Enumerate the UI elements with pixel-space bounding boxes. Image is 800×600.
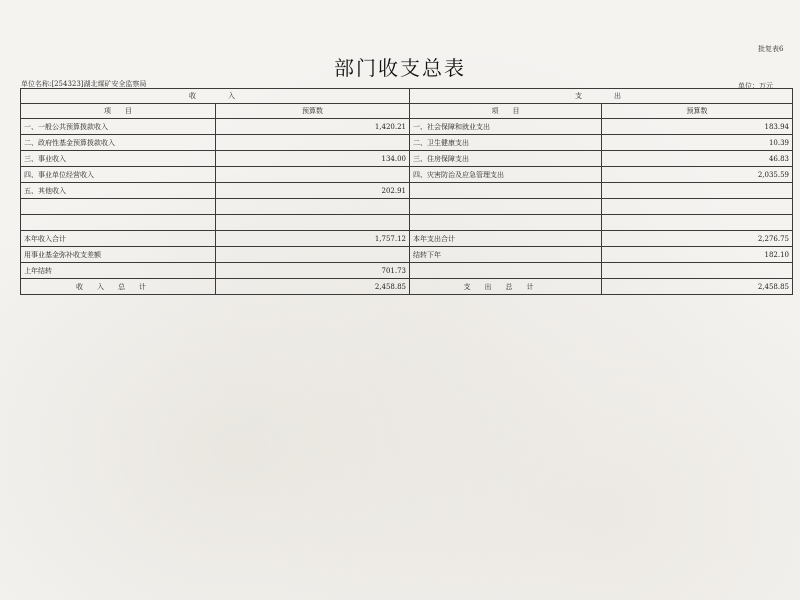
income-value: 202.91 (216, 183, 410, 199)
income-value (216, 199, 410, 215)
expense-item (410, 199, 602, 215)
income-value (216, 247, 410, 263)
expense-item: 结转下年 (410, 247, 602, 263)
income-section-header: 收 入 (21, 89, 410, 104)
unit-name: 单位名称:[254323]湖北煤矿安全监察局 (21, 80, 147, 88)
expense-item: 四、灾害防治及应急管理支出 (410, 167, 602, 183)
expense-value: 2,276.75 (602, 231, 793, 247)
table-row (21, 167, 793, 183)
currency-unit: 单位：万元 (738, 82, 773, 90)
expense-item: 二、卫生健康支出 (410, 135, 602, 151)
income-item: 三、事业收入 (21, 151, 216, 167)
expense-item-header: 项 目 (410, 104, 602, 119)
expense-value (602, 215, 793, 231)
income-item (21, 215, 216, 231)
expense-total-value: 2,458.85 (602, 279, 793, 295)
income-item: 上年结转 (21, 263, 216, 279)
expense-value (602, 183, 793, 199)
table-row (21, 247, 793, 263)
expense-item (410, 215, 602, 231)
income-item: 四、事业单位经营收入 (21, 167, 216, 183)
income-value (216, 167, 410, 183)
page-title: 部门收支总表 (334, 56, 466, 80)
table-row (21, 151, 793, 167)
expense-budget-header: 预算数 (602, 104, 793, 119)
income-budget-header: 预算数 (216, 104, 410, 119)
income-value: 134.00 (216, 151, 410, 167)
table-row (21, 199, 793, 215)
expense-value: 2,035.59 (602, 167, 793, 183)
expense-value: 182.10 (602, 247, 793, 263)
column-header-row (21, 104, 793, 119)
expense-value: 46.83 (602, 151, 793, 167)
income-value (216, 215, 410, 231)
income-total-value: 2,458.85 (216, 279, 410, 295)
expense-section-header: 支 出 (410, 89, 793, 104)
table-row (21, 215, 793, 231)
expense-item: 一、社会保障和就业支出 (410, 119, 602, 135)
table-row (21, 183, 793, 199)
income-value: 1,420.21 (216, 119, 410, 135)
income-item: 本年收入合计 (21, 231, 216, 247)
income-item-header: 项 目 (21, 104, 216, 119)
expense-item: 本年支出合计 (410, 231, 602, 247)
section-header-row (21, 89, 793, 104)
table-row (21, 119, 793, 135)
expense-value (602, 263, 793, 279)
income-item: 五、其他收入 (21, 183, 216, 199)
budget-table (20, 88, 793, 295)
income-value: 1,757.12 (216, 231, 410, 247)
income-item (21, 199, 216, 215)
table-row (21, 263, 793, 279)
income-item: 二、政府性基金预算拨款收入 (21, 135, 216, 151)
expense-value: 183.94 (602, 119, 793, 135)
income-total-label: 收入总计 (21, 279, 216, 295)
expense-item (410, 263, 602, 279)
form-code: 批复表6 (758, 45, 784, 53)
expense-item (410, 183, 602, 199)
total-row (21, 279, 793, 295)
income-value: 701.73 (216, 263, 410, 279)
income-item: 用事业基金弥补收支差额 (21, 247, 216, 263)
table-row (21, 231, 793, 247)
expense-value: 10.39 (602, 135, 793, 151)
expense-value (602, 199, 793, 215)
income-value (216, 135, 410, 151)
expense-item: 三、住房保障支出 (410, 151, 602, 167)
income-item: 一、一般公共预算拨款收入 (21, 119, 216, 135)
table-row (21, 135, 793, 151)
expense-total-label: 支出总计 (410, 279, 602, 295)
